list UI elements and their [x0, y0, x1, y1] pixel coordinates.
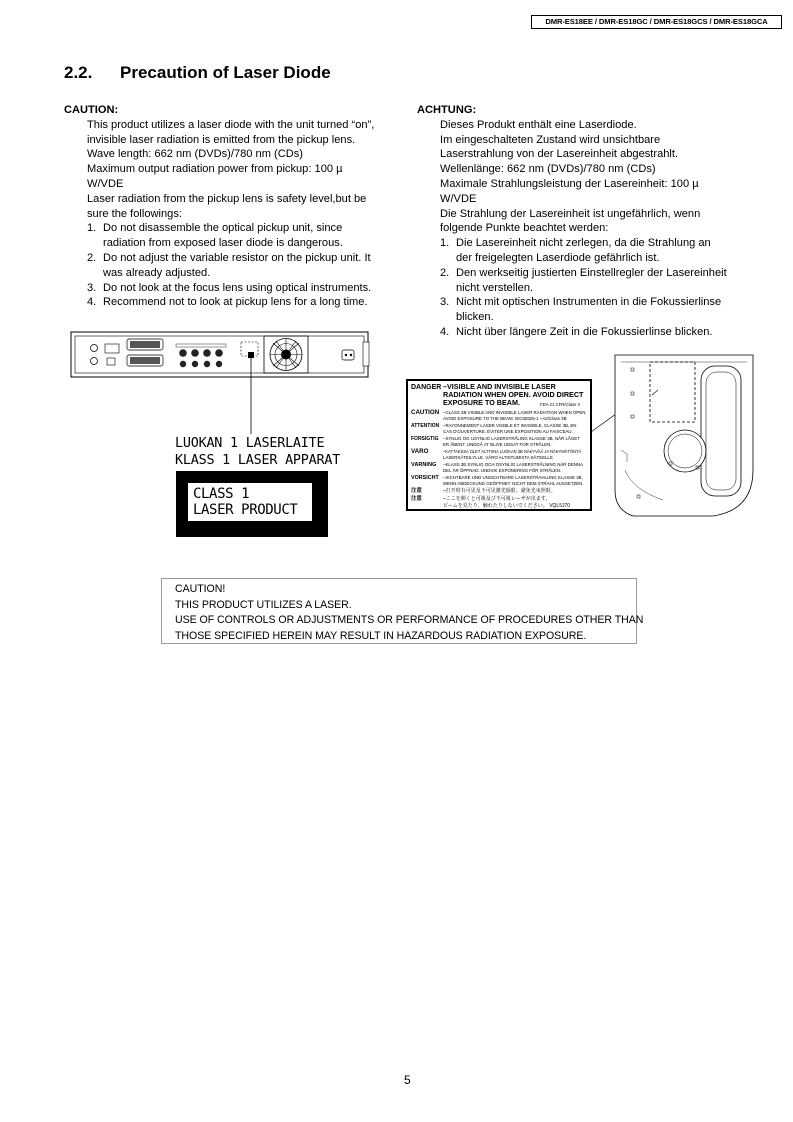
list-text: Nicht über längere Zeit in die Fokussierlinse blicken.: [456, 325, 713, 338]
list-item: [440, 295, 727, 325]
warning-row-text: –SYNLIG OG USYNLIG LASERSTRÅLING KLASSE 3B, NÅR LÅGET: [443, 436, 580, 441]
caution-heading: CAUTION:: [64, 104, 119, 116]
warning-row-text: RADIATION WHEN OPEN. AVOID DIRECT: [443, 390, 584, 399]
achtung-paragraph: Dieses Produkt enthält eine Laserdiode.: [440, 118, 637, 131]
list-number: 3.: [87, 281, 97, 294]
achtung-paragraph: Maximale Strahlungsleistung der Lasereinheit: 100 µ: [440, 177, 699, 190]
warning-row-label: VORSICHT: [411, 475, 439, 481]
achtung-paragraph: W/VDE: [440, 192, 477, 205]
warning-row-text: –RAYONNEMENT LASER VISIBLE ET INVISIBLE, CLASSE 3B, EN: [443, 423, 577, 428]
list-number: 1.: [87, 222, 97, 235]
warning-row-text: ER ÅBENT. UNDGÅ AT BLIVE UDSAT FOR STRÅLEN.: [443, 442, 552, 447]
achtung-paragraph: Laserstrahlung von der Lasereinheit abgestrahlt.: [440, 148, 679, 161]
list-item: [87, 295, 374, 310]
class1-laser-label: [176, 471, 328, 537]
list-item: [87, 221, 374, 251]
warning-row-text: DEL ÄR ÖPPNAD. UNDVIK EXPONERING FÖR STRÅLEN.: [443, 468, 562, 473]
caution-paragraph: invisible laser radiation is emitted from the pickup lens.: [87, 133, 356, 146]
achtung-paragraph: Die Strahlung der Lasereinheit ist ungefährlich, wenn: [440, 207, 701, 220]
laser-class-text: [175, 435, 340, 469]
list-text: was already adjusted.: [103, 266, 211, 279]
list-text: nicht verstellen.: [456, 281, 534, 294]
caution-list: [87, 221, 374, 310]
list-text: Den werkseitig justierten Einstellregler der Lasereinheit: [456, 266, 727, 279]
laser-product-line: LASER PRODUCT: [193, 502, 298, 518]
caution-box-line: THOSE SPECIFIED HEREIN MAY RESULT IN HAZARDOUS RADIATION EXPOSURE.: [175, 629, 587, 642]
warning-row-text: FDA 21 CFR/Class II: [540, 402, 580, 407]
warning-row-text: –ここを開くと可視及び不可視レーザが出ます。: [443, 496, 551, 502]
list-text: Nicht mit optischen Instrumenten in die Fokussierlinse: [456, 296, 722, 309]
warning-row-label: CAUTION: [411, 409, 440, 416]
warning-row-text: WENN ABDECKUNG GEÖFFNET. NICHT DEM STRAHL AUSSETZEN.: [443, 481, 584, 486]
laser-warning-label: [406, 379, 592, 511]
warning-row-text: –SICHTBARE UND UNSICHTBARE LASERSTRAHLUNG KLASSE 3B,: [443, 475, 583, 480]
caution-box: [161, 578, 644, 644]
list-item: [440, 325, 727, 340]
list-text: der freigelegten Laserdiode gefährlich ist.: [456, 251, 660, 264]
list-text: Do not adjust the variable resistor on the pickup unit. It: [103, 251, 371, 264]
warning-row-text: CAS D'OUVERTURE. ÉVITER UNE EXPOSITION AU FAISCEAU.: [443, 429, 573, 434]
list-text: blicken.: [456, 311, 494, 324]
warning-row-text: –CLASS 3B VISIBLE AND INVISIBLE LASER RADIATION WHEN OPEN: [443, 410, 586, 415]
achtung-paragraph: folgende Punkte beachtet werden:: [440, 222, 609, 235]
warning-row-text: ビームを見たり、触れたりしないでください。 VQL5J70: [443, 503, 571, 509]
caution-box-line: USE OF CONTROLS OR ADJUSTMENTS OR PERFORMANCE OF PROCEDURES OTHER THAN: [175, 614, 644, 627]
warning-row-text: EXPOSURE TO BEAM.: [443, 398, 520, 407]
warning-row-label: DANGER: [411, 384, 442, 391]
warning-row-label: FORSIGTIG: [411, 436, 439, 442]
list-number: 4.: [87, 296, 97, 309]
caution-paragraph: Laser radiation from the pickup lens is safety level,but be: [87, 192, 367, 205]
klass-line: KLASS 1 LASER APPARAT: [175, 453, 341, 468]
list-number: 4.: [440, 325, 450, 338]
achtung-paragraph: Wellenlänge: 662 nm (DVDs)/780 nm (CDs): [440, 163, 656, 176]
warning-row-label: VARNING: [411, 462, 437, 468]
list-item: [440, 236, 727, 266]
german-caution-column: [417, 103, 727, 340]
page-number: 5: [404, 1073, 411, 1087]
warning-row-text: AVOID EXPOSURE TO THE BEAM. IEC60825-1 +A2/Class 3B: [443, 416, 567, 421]
caution-paragraph: Wave length: 662 nm (DVDs)/780 nm (CDs): [87, 148, 303, 161]
warning-row-text: –KLASS 3B SYNLIG OCH OSYNLIG LASERSTRÅLNING NÄR DENNA: [443, 462, 584, 467]
caution-box-line: THIS PRODUCT UTILIZES A LASER.: [175, 598, 352, 611]
english-caution-column: [64, 103, 374, 310]
caution-paragraph: sure the followings:: [87, 207, 182, 220]
warning-row-label: ATTENTION: [411, 423, 440, 429]
list-text: radiation from exposed laser diode is dangerous.: [103, 237, 343, 250]
drive-top-view: [603, 350, 763, 520]
section-title: [64, 63, 331, 83]
warning-row-text: –KATTAESSA OLET ALTTIINA LUOKAN 3B NÄKYVÄÄ JA NÄKYMÄTÖNTÄ: [443, 449, 582, 454]
list-text: Recommend not to look at pickup lens for a long time.: [103, 296, 368, 309]
list-item: [440, 266, 727, 296]
caution-box-line: CAUTION!: [175, 583, 226, 595]
caution-paragraph: Maximum output radiation power from pickup: 100 µ: [87, 163, 343, 176]
warning-row-label: VARO: [411, 448, 429, 455]
list-text: Do not look at the focus lens using optical instruments.: [103, 281, 372, 294]
section-title-text: Precaution of Laser Diode: [120, 63, 331, 82]
achtung-list: [440, 236, 727, 340]
section-number: 2.2.: [64, 63, 93, 82]
model-header: DMR-ES18EE / DMR-ES18GC / DMR-ES18GCS / DMR-ES18GCA: [531, 15, 782, 29]
caution-paragraph: W/VDE: [87, 177, 124, 190]
list-item: [87, 281, 374, 296]
warning-row-text: –VISIBLE AND INVISIBLE LASER: [443, 382, 556, 391]
list-number: 3.: [440, 296, 450, 309]
rear-panel-drawing: [70, 328, 370, 440]
list-text: Do not disassemble the optical pickup unit, since: [103, 222, 343, 235]
list-number: 2.: [87, 251, 97, 264]
class-line: CLASS 1: [193, 486, 250, 502]
achtung-paragraph: Im eingeschalteten Zustand wird unsichtbare: [440, 133, 661, 146]
warning-row-text: LASERSÄTEILYLLE. VÄRO ALTISTUMISTA SÄTEELLE.: [443, 455, 555, 460]
achtung-heading: ACHTUNG:: [417, 104, 477, 116]
warning-row-label: 注意: [411, 496, 422, 502]
list-number: 1.: [440, 237, 450, 250]
caution-paragraph: This product utilizes a laser diode with the unit turned “on”,: [87, 118, 375, 131]
warning-row-label: 注意: [411, 488, 422, 494]
list-item: [87, 251, 374, 281]
list-number: 2.: [440, 266, 450, 279]
warning-row-text: –打开时有可见及不可见激光辐射。避免光束照射。: [443, 488, 556, 494]
luokan-line: LUOKAN 1 LASERLAITE: [175, 436, 325, 451]
list-text: Die Lasereinheit nicht zerlegen, da die Strahlung an: [456, 237, 711, 250]
